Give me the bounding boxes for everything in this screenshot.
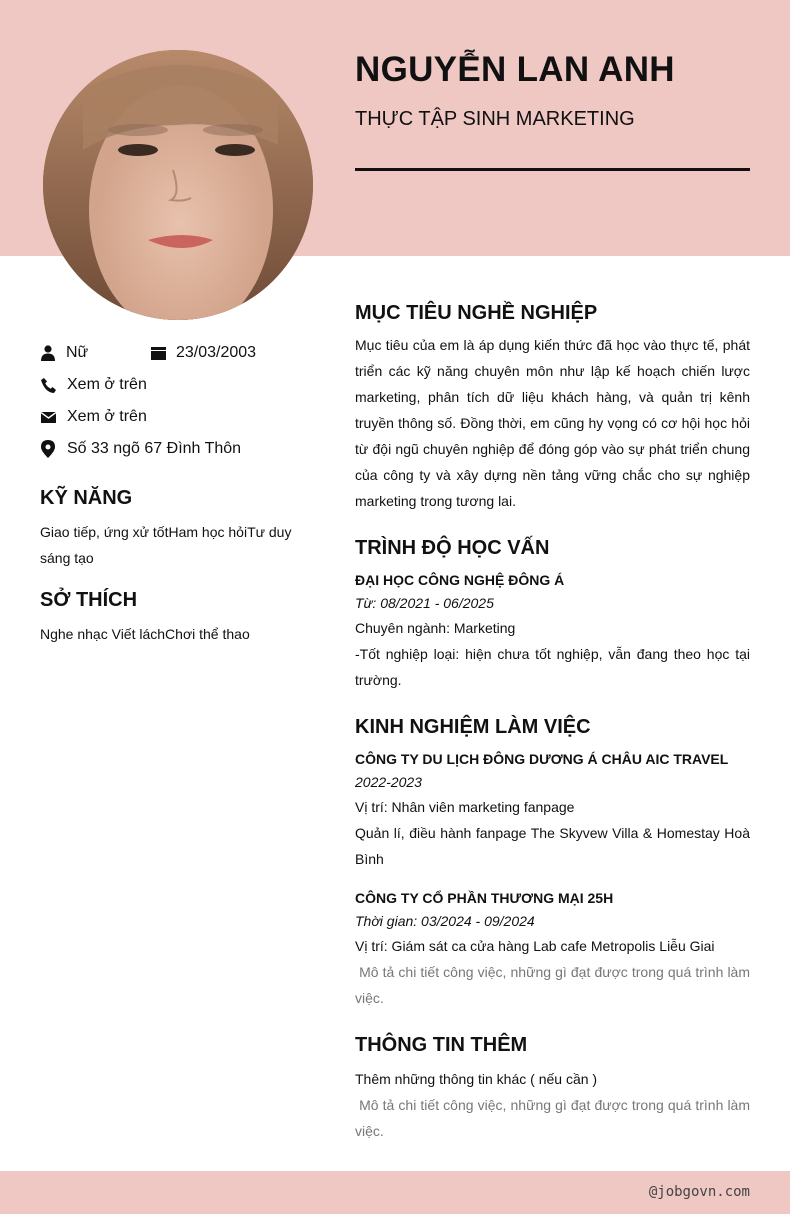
- email-value: Xem ở trên: [67, 408, 147, 425]
- calendar-icon: [150, 345, 166, 361]
- objective-heading: MỤC TIÊU NGHỀ NGHIỆP: [355, 302, 598, 324]
- gender-value: Nữ: [66, 344, 89, 361]
- job-company: CÔNG TY DU LỊCH ĐÔNG DƯƠNG Á CHÂU AIC TRAVEL: [355, 751, 729, 767]
- additional-description: Mô tả chi tiết công việc, những gì đạt được trong quá trình làm việc.: [355, 1097, 754, 1139]
- hobbies-text: Nghe nhạc Viết láchChơi thể thao: [40, 626, 250, 642]
- skills-text: Giao tiếp, ứng xử tốtHam học hỏiTư duy sáng tạo: [40, 524, 292, 566]
- job-position: Vị trí: Giám sát ca cửa hàng Lab cafe Metropolis Liễu Giai: [355, 938, 715, 954]
- hobbies-heading: SỞ THÍCH: [40, 589, 138, 611]
- footer-credit: @jobgovn.com: [648, 1184, 750, 1200]
- phone-value: Xem ở trên: [67, 376, 147, 393]
- footer-band: [0, 1171, 790, 1214]
- education-note: -Tốt nghiệp loại: hiện chưa tốt nghiệp, vẫn đang theo học tại trường.: [355, 646, 750, 688]
- person-icon: [40, 345, 56, 361]
- job-title: THỰC TẬP SINH MARKETING: [355, 108, 635, 130]
- phone-icon: [40, 377, 56, 393]
- job-period: 2022-2023: [355, 774, 422, 790]
- mail-icon: [40, 409, 56, 425]
- job-description: Quản lí, điều hành fanpage The Skyvew Villa & Homestay Hoà Bình: [355, 825, 750, 867]
- objective-text: Mục tiêu của em là áp dụng kiến thức đã học vào thực tế, phát triển các kỹ năng chuyên môn như lập kế hoạch chiến lược marketing, phân tích dữ liệu khách hàng, và quản trị kênh truyền thông số. Đồng thời, em cũng hy vọng có cơ hội học hỏi từ đội ngũ chuyên nghiệp để đóng góp vào sự phát triển chung của công ty và xây dựng nền tảng vững chắc cho sự nghiệp marketing trong tương lai.: [355, 337, 750, 509]
- job-position: Vị trí: Nhân viên marketing fanpage: [355, 799, 575, 815]
- job-period: Thời gian: 03/2024 - 09/2024: [355, 913, 535, 929]
- address-value: Số 33 ngõ 67 Đình Thôn: [67, 440, 242, 457]
- school-name: ĐẠI HỌC CÔNG NGHỆ ĐÔNG Á: [355, 572, 565, 588]
- profile-photo: [43, 50, 313, 320]
- experience-heading: KINH NGHIỆM LÀM VIỆC: [355, 716, 591, 738]
- gender-row: [40, 342, 88, 364]
- address-row: [40, 438, 241, 460]
- candidate-name: NGUYỄN LAN ANH: [355, 50, 675, 89]
- education-major: Chuyên ngành: Marketing: [355, 620, 516, 636]
- job-company: CÔNG TY CỔ PHẦN THƯƠNG MẠI 25H: [355, 890, 614, 906]
- email-row: [40, 406, 147, 428]
- phone-row: [40, 374, 147, 396]
- location-pin-icon: [40, 441, 56, 457]
- skills-heading: KỸ NĂNG: [40, 487, 133, 509]
- birthdate-row: [150, 342, 256, 364]
- title-divider: [355, 168, 750, 171]
- birthdate-value: 23/03/2003: [176, 344, 257, 361]
- education-period: Từ: 08/2021 - 06/2025: [355, 595, 494, 611]
- job-description: Mô tả chi tiết công việc, những gì đạt được trong quá trình làm việc.: [355, 964, 754, 1006]
- additional-heading: THÔNG TIN THÊM: [355, 1034, 528, 1056]
- additional-line: Thêm những thông tin khác ( nếu cần ): [355, 1071, 598, 1087]
- education-heading: TRÌNH ĐỘ HỌC VẤN: [355, 537, 550, 559]
